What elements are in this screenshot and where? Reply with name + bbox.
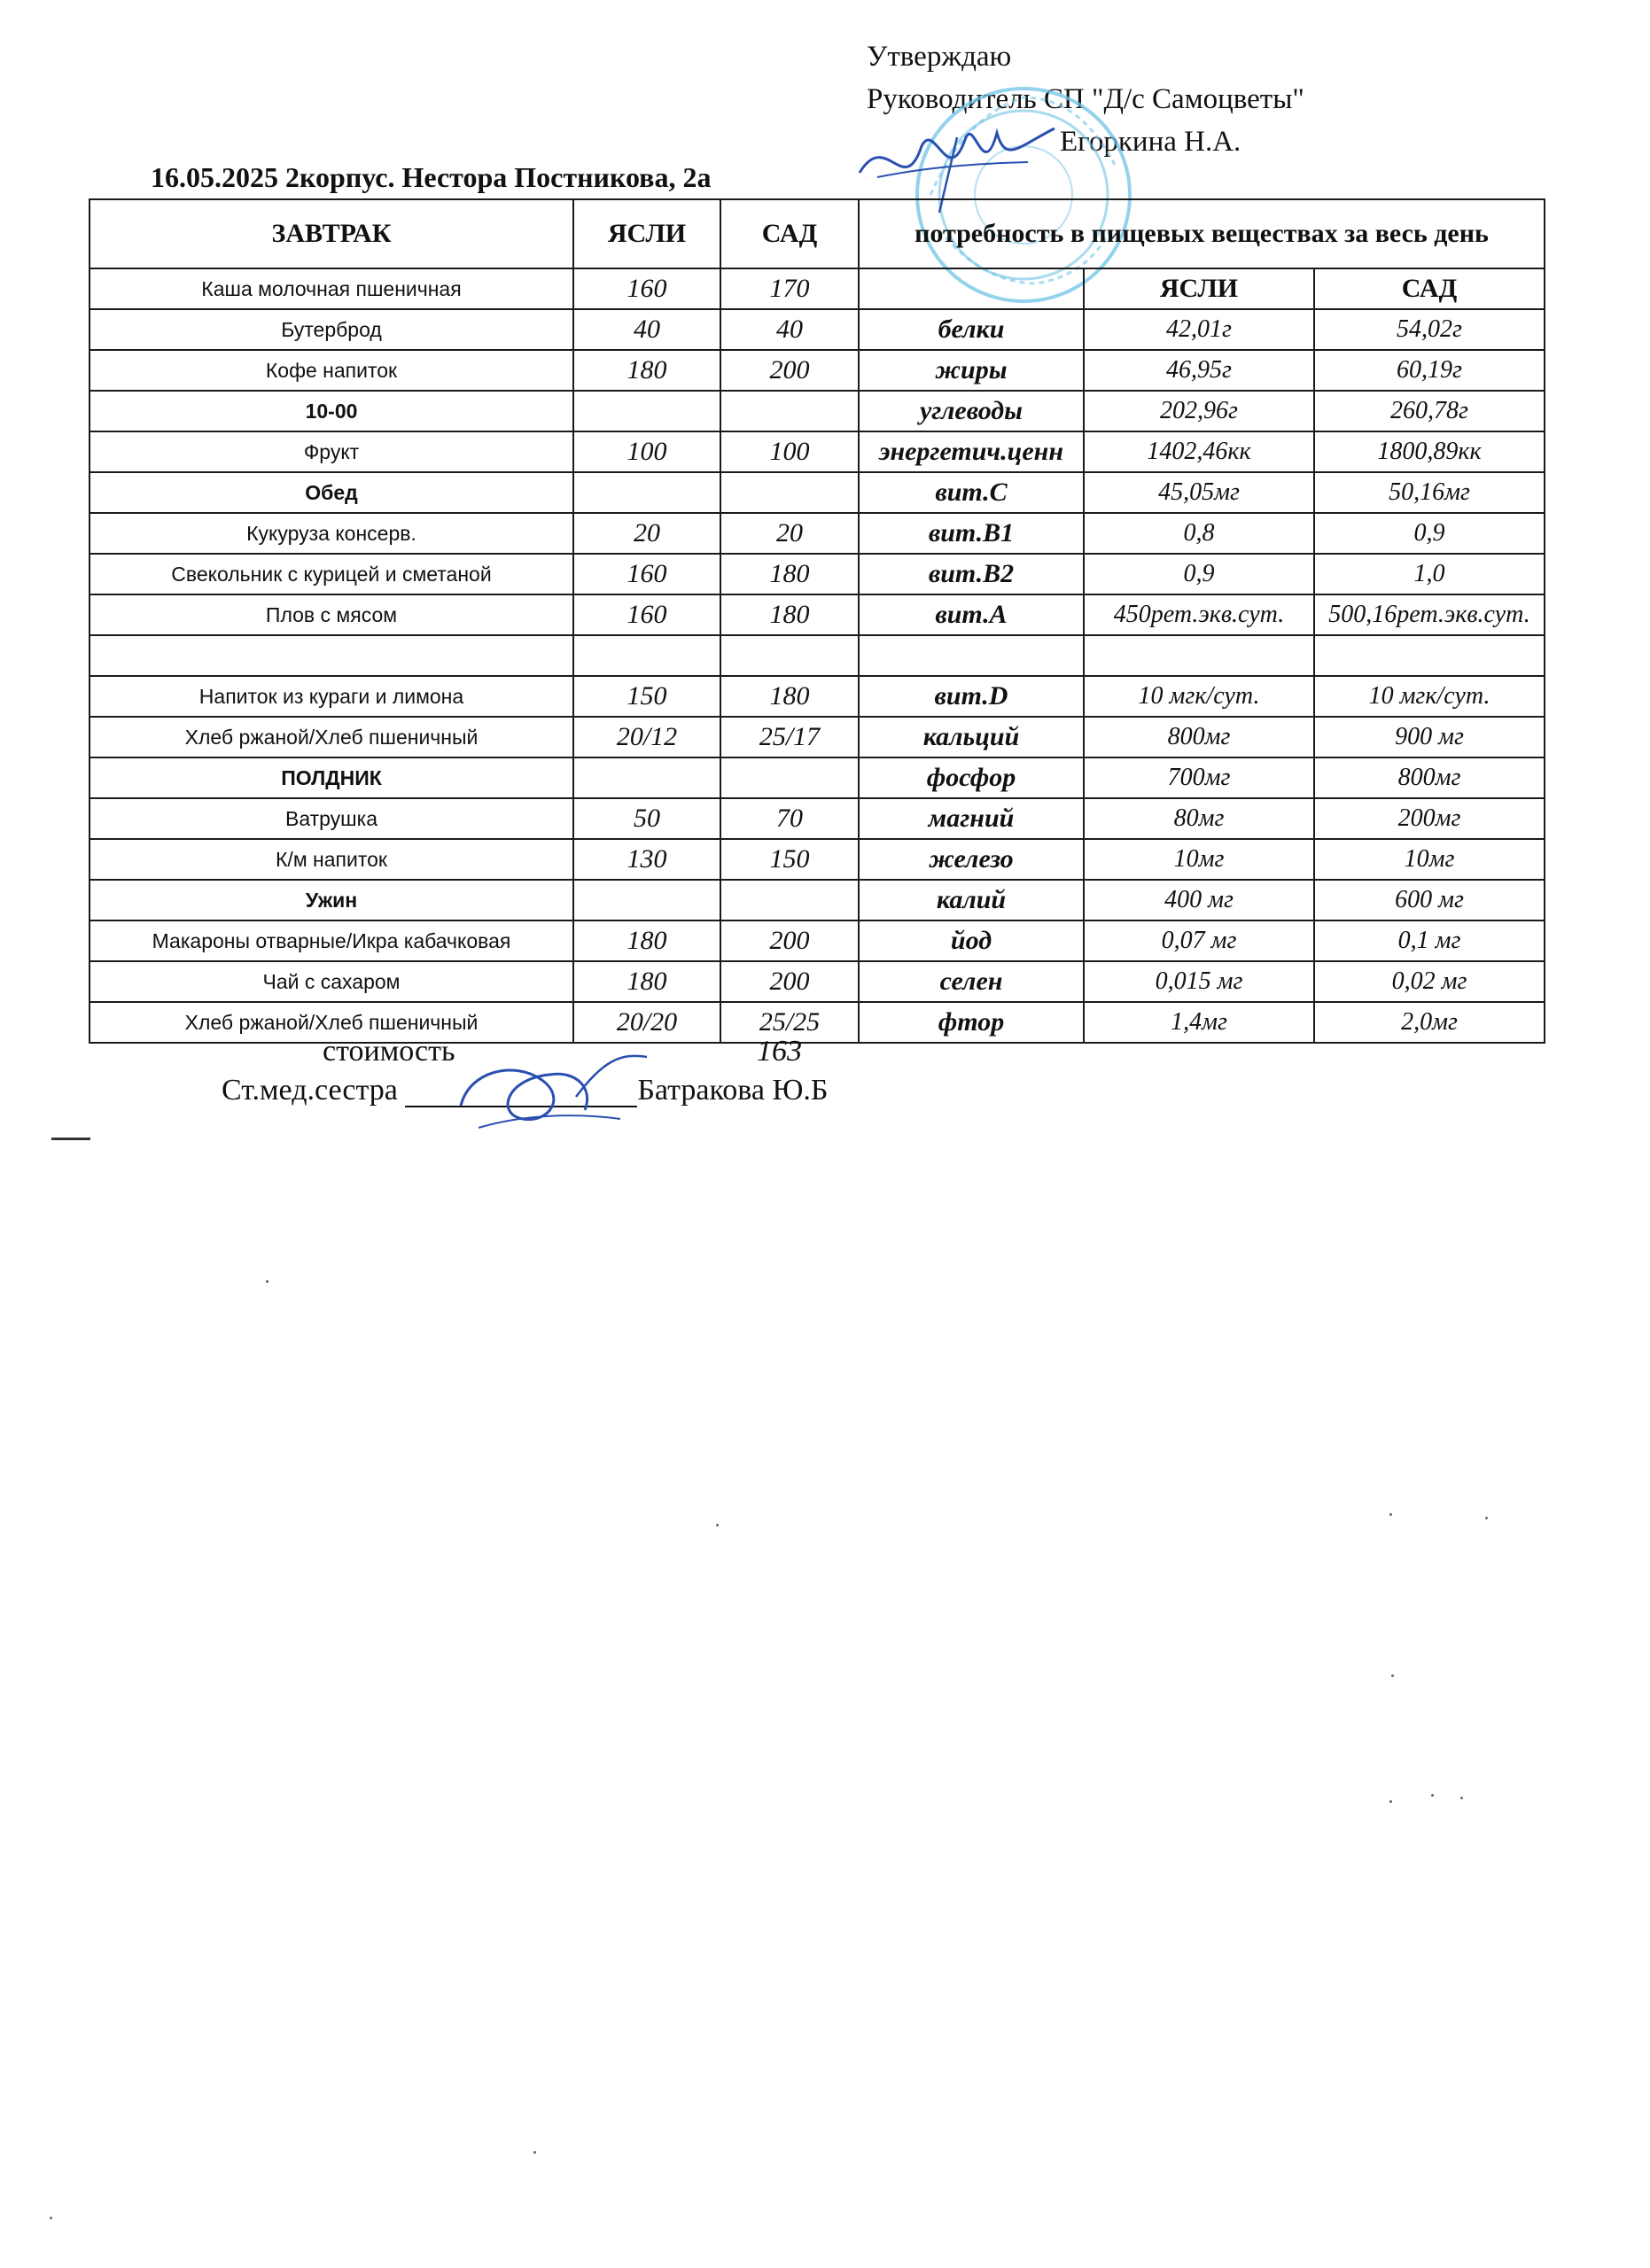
nursery-portion-cell: 130 bbox=[573, 839, 720, 880]
garden-portion-cell: 25/17 bbox=[720, 717, 859, 757]
table-row bbox=[90, 798, 1545, 839]
approval-title: Утверждаю bbox=[867, 41, 1012, 73]
nutrient-garden-cell: 1,0 bbox=[1314, 554, 1545, 594]
approval-position: Руководитель СП "Д/с Самоцветы" bbox=[867, 83, 1304, 115]
nursery-portion-cell: 180 bbox=[573, 350, 720, 391]
nutrient-nursery-cell: 0,9 bbox=[1084, 554, 1314, 594]
table-row bbox=[90, 594, 1545, 635]
scan-speck bbox=[1485, 1517, 1488, 1519]
nursery-portion-cell bbox=[573, 472, 720, 513]
dish-cell: Чай с сахаром bbox=[90, 961, 573, 1002]
table-row bbox=[90, 513, 1545, 554]
nutrient-name-cell bbox=[859, 268, 1084, 309]
table-row bbox=[90, 839, 1545, 880]
dish-cell bbox=[90, 635, 573, 676]
garden-portion-cell: 70 bbox=[720, 798, 859, 839]
dish-cell: 10-00 bbox=[90, 391, 573, 431]
nursery-portion-cell: 150 bbox=[573, 676, 720, 717]
nursery-portion-cell: 160 bbox=[573, 554, 720, 594]
nutrient-garden-cell: 60,19г bbox=[1314, 350, 1545, 391]
header-nursery: ЯСЛИ bbox=[573, 199, 720, 268]
table-row bbox=[90, 1002, 1545, 1043]
nutrient-garden-cell: 2,0мг bbox=[1314, 1002, 1545, 1043]
table-row bbox=[90, 472, 1545, 513]
nursery-portion-cell: 20/20 bbox=[573, 1002, 720, 1043]
table-row bbox=[90, 635, 1545, 676]
table-row bbox=[90, 391, 1545, 431]
director-name: Егоркина Н.А. bbox=[1060, 126, 1241, 158]
garden-portion-cell: 150 bbox=[720, 839, 859, 880]
dish-cell: ПОЛДНИК bbox=[90, 757, 573, 798]
nutrient-nursery-cell: 45,05мг bbox=[1084, 472, 1314, 513]
nutrient-name-cell: вит.D bbox=[859, 676, 1084, 717]
nutrient-name-cell: селен bbox=[859, 961, 1084, 1002]
garden-portion-cell: 200 bbox=[720, 920, 859, 961]
nursery-portion-cell bbox=[573, 635, 720, 676]
nutrient-garden-cell: 800мг bbox=[1314, 757, 1545, 798]
dish-cell: Кофе напиток bbox=[90, 350, 573, 391]
nutrient-nursery-cell: 1402,46кк bbox=[1084, 431, 1314, 472]
nursery-portion-cell: 180 bbox=[573, 920, 720, 961]
nutrient-nursery-cell: 1,4мг bbox=[1084, 1002, 1314, 1043]
dish-cell: Фрукт bbox=[90, 431, 573, 472]
nutrient-garden-cell: 54,02г bbox=[1314, 309, 1545, 350]
nursery-portion-cell bbox=[573, 757, 720, 798]
nutrient-name-cell: вит.А bbox=[859, 594, 1084, 635]
nutrient-garden-cell: 50,16мг bbox=[1314, 472, 1545, 513]
nursery-portion-cell: 180 bbox=[573, 961, 720, 1002]
nutrient-nursery-cell: 0,8 bbox=[1084, 513, 1314, 554]
dish-cell: Плов с мясом bbox=[90, 594, 573, 635]
nutrient-nursery-cell: 202,96г bbox=[1084, 391, 1314, 431]
margin-mark bbox=[51, 1138, 90, 1140]
table-row bbox=[90, 676, 1545, 717]
nutrient-name-cell: жиры bbox=[859, 350, 1084, 391]
garden-portion-cell bbox=[720, 635, 859, 676]
nursery-portion-cell: 160 bbox=[573, 268, 720, 309]
garden-portion-cell: 100 bbox=[720, 431, 859, 472]
nutrient-nursery-cell: 450рет.экв.сут. bbox=[1084, 594, 1314, 635]
garden-portion-cell: 180 bbox=[720, 554, 859, 594]
garden-portion-cell: 180 bbox=[720, 676, 859, 717]
nursery-portion-cell: 20 bbox=[573, 513, 720, 554]
nutrient-garden-cell: 10мг bbox=[1314, 839, 1545, 880]
nutrient-name-cell: углеводы bbox=[859, 391, 1084, 431]
nutrient-garden-cell: 1800,89кк bbox=[1314, 431, 1545, 472]
dish-cell: Обед bbox=[90, 472, 573, 513]
dish-cell: Каша молочная пшеничная bbox=[90, 268, 573, 309]
nurse-label: Ст.мед.сестра bbox=[222, 1074, 398, 1107]
nutrient-nursery-cell: 80мг bbox=[1084, 798, 1314, 839]
nutrient-nursery-cell: 10мг bbox=[1084, 839, 1314, 880]
nursery-portion-cell bbox=[573, 391, 720, 431]
nutrient-nursery-cell: 400 мг bbox=[1084, 880, 1314, 920]
nutrient-name-cell: фосфор bbox=[859, 757, 1084, 798]
nutrient-garden-cell: 600 мг bbox=[1314, 880, 1545, 920]
nutrient-name-cell: энергетич.ценн bbox=[859, 431, 1084, 472]
dish-cell: Свекольник с курицей и сметаной bbox=[90, 554, 573, 594]
dish-cell: Макароны отварные/Икра кабачковая bbox=[90, 920, 573, 961]
garden-portion-cell: 200 bbox=[720, 961, 859, 1002]
table-row bbox=[90, 309, 1545, 350]
table-row bbox=[90, 920, 1545, 961]
nutrient-name-cell: йод bbox=[859, 920, 1084, 961]
scan-speck bbox=[1431, 1794, 1434, 1797]
dish-cell: Напиток из кураги и лимона bbox=[90, 676, 573, 717]
scan-speck bbox=[1460, 1797, 1463, 1799]
nutrient-nursery-cell: 10 мгк/сут. bbox=[1084, 676, 1314, 717]
scan-speck bbox=[716, 1524, 719, 1526]
nutrient-name-cell: кальций bbox=[859, 717, 1084, 757]
nutrient-name-cell: калий bbox=[859, 880, 1084, 920]
nutrient-garden-cell: 10 мгк/сут. bbox=[1314, 676, 1545, 717]
nutrient-garden-cell: 900 мг bbox=[1314, 717, 1545, 757]
nutrient-name-cell: фтор bbox=[859, 1002, 1084, 1043]
nutrient-garden-cell bbox=[1314, 635, 1545, 676]
table-header-row bbox=[90, 199, 1545, 268]
nutrient-garden-cell: САД bbox=[1314, 268, 1545, 309]
header-garden: САД bbox=[720, 199, 859, 268]
menu-heading: 16.05.2025 2корпус. Нестора Постникова, 2а bbox=[151, 161, 712, 193]
nutrient-garden-cell: 0,9 bbox=[1314, 513, 1545, 554]
dish-cell: Хлеб ржаной/Хлеб пшеничный bbox=[90, 1002, 573, 1043]
nursery-portion-cell: 50 bbox=[573, 798, 720, 839]
garden-portion-cell: 170 bbox=[720, 268, 859, 309]
scan-speck bbox=[533, 2151, 536, 2154]
nutrient-name-cell: магний bbox=[859, 798, 1084, 839]
nutrient-name-cell: вит.В2 bbox=[859, 554, 1084, 594]
scan-speck bbox=[266, 1280, 269, 1283]
nursery-portion-cell bbox=[573, 880, 720, 920]
nursery-portion-cell: 40 bbox=[573, 309, 720, 350]
table-row bbox=[90, 717, 1545, 757]
nutrient-garden-cell: 500,16рет.экв.сут. bbox=[1314, 594, 1545, 635]
nursery-portion-cell: 20/12 bbox=[573, 717, 720, 757]
nutrient-nursery-cell: 42,01г bbox=[1084, 309, 1314, 350]
nutrient-garden-cell: 0,02 мг bbox=[1314, 961, 1545, 1002]
nutrient-nursery-cell: 700мг bbox=[1084, 757, 1314, 798]
garden-portion-cell: 40 bbox=[720, 309, 859, 350]
header-needs: потребность в пищевых веществах за весь день bbox=[859, 199, 1545, 268]
table-row bbox=[90, 961, 1545, 1002]
garden-portion-cell: 200 bbox=[720, 350, 859, 391]
garden-portion-cell bbox=[720, 757, 859, 798]
nutrient-name-cell: белки bbox=[859, 309, 1084, 350]
nursery-portion-cell: 160 bbox=[573, 594, 720, 635]
garden-portion-cell: 180 bbox=[720, 594, 859, 635]
nutrient-nursery-cell: 0,07 мг bbox=[1084, 920, 1314, 961]
nutrient-name-cell: вит.В1 bbox=[859, 513, 1084, 554]
nutrient-garden-cell: 0,1 мг bbox=[1314, 920, 1545, 961]
dish-cell: Бутерброд bbox=[90, 309, 573, 350]
nutrient-nursery-cell: ЯСЛИ bbox=[1084, 268, 1314, 309]
table-row bbox=[90, 880, 1545, 920]
garden-portion-cell bbox=[720, 391, 859, 431]
scan-speck bbox=[1389, 1513, 1392, 1516]
nutrient-garden-cell: 260,78г bbox=[1314, 391, 1545, 431]
nutrient-name-cell: железо bbox=[859, 839, 1084, 880]
cost-value: 163 bbox=[757, 1035, 802, 1068]
dish-cell: Хлеб ржаной/Хлеб пшеничный bbox=[90, 717, 573, 757]
garden-portion-cell bbox=[720, 472, 859, 513]
garden-portion-cell bbox=[720, 880, 859, 920]
nurse-signature bbox=[443, 1044, 665, 1141]
nutrient-nursery-cell: 800мг bbox=[1084, 717, 1314, 757]
dish-cell: К/м напиток bbox=[90, 839, 573, 880]
nutrient-nursery-cell: 0,015 мг bbox=[1084, 961, 1314, 1002]
dish-cell: Ватрушка bbox=[90, 798, 573, 839]
dish-cell: Ужин bbox=[90, 880, 573, 920]
table-row bbox=[90, 554, 1545, 594]
scan-speck bbox=[50, 2217, 52, 2219]
nutrient-name-cell bbox=[859, 635, 1084, 676]
table-row bbox=[90, 268, 1545, 309]
table-row bbox=[90, 757, 1545, 798]
scan-speck bbox=[1391, 1674, 1394, 1677]
scan-speck bbox=[1389, 1800, 1392, 1803]
nutrient-nursery-cell bbox=[1084, 635, 1314, 676]
cost-label: стоимость bbox=[323, 1035, 455, 1068]
nurse-name: Батракова Ю.Б bbox=[637, 1074, 829, 1107]
nutrient-name-cell: вит.С bbox=[859, 472, 1084, 513]
garden-portion-cell: 25/25 bbox=[720, 1002, 859, 1043]
garden-portion-cell: 20 bbox=[720, 513, 859, 554]
table-row bbox=[90, 431, 1545, 472]
table-row bbox=[90, 350, 1545, 391]
nursery-portion-cell: 100 bbox=[573, 431, 720, 472]
nutrient-nursery-cell: 46,95г bbox=[1084, 350, 1314, 391]
menu-table bbox=[89, 198, 1545, 1044]
nutrient-garden-cell: 200мг bbox=[1314, 798, 1545, 839]
dish-cell: Кукуруза консерв. bbox=[90, 513, 573, 554]
header-meal: ЗАВТРАК bbox=[90, 199, 573, 268]
